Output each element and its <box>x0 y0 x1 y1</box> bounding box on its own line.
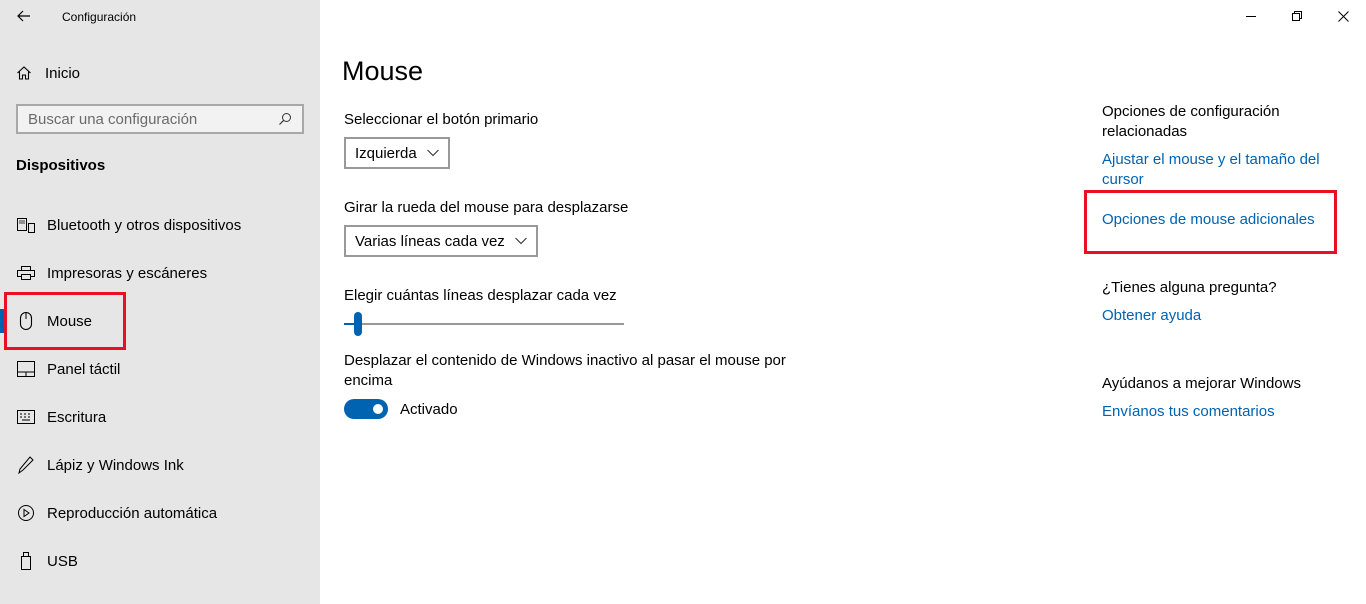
sidebar-item-label: Mouse <box>47 312 93 330</box>
mouse-icon <box>16 312 36 330</box>
additional-mouse-options-link[interactable]: Opciones de mouse adicionales <box>1102 211 1315 228</box>
sidebar-item-label: Reproducción automática <box>47 504 218 522</box>
app-title: Configuración <box>62 10 137 24</box>
close-icon <box>1338 11 1349 22</box>
lines-to-scroll-label: Elegir cuántas líneas desplazar cada vez <box>344 287 617 304</box>
keyboard-icon <box>16 410 36 424</box>
sidebar-item-label: Impresoras y escáneres <box>47 264 208 282</box>
chevron-down-icon <box>515 237 527 245</box>
sidebar-item-label: Panel táctil <box>47 360 121 378</box>
search-box[interactable] <box>16 104 304 134</box>
pen-icon <box>16 456 36 474</box>
sidebar-item-typing[interactable] <box>0 397 320 437</box>
home-icon <box>16 65 32 81</box>
restore-icon <box>1292 11 1302 21</box>
slider-track <box>344 323 624 325</box>
lines-to-scroll-slider[interactable] <box>344 312 624 336</box>
sidebar-item-usb[interactable] <box>0 541 320 581</box>
sidebar-item-label: USB <box>47 552 78 570</box>
scroll-wheel-value: Varias líneas cada vez <box>355 232 505 250</box>
sidebar-item-home-label: Inicio <box>45 64 81 82</box>
restore-button[interactable] <box>1274 0 1320 32</box>
question-heading: ¿Tienes alguna pregunta? <box>1102 279 1277 296</box>
primary-button-value: Izquierda <box>355 144 417 162</box>
scroll-wheel-dropdown[interactable] <box>344 225 538 257</box>
touchpad-icon <box>16 361 36 377</box>
sidebar-item-label: Lápiz y Windows Ink <box>47 456 184 474</box>
sidebar-item-touchpad[interactable] <box>0 349 320 389</box>
printer-icon <box>16 265 36 281</box>
get-help-link[interactable]: Obtener ayuda <box>1102 307 1202 324</box>
sidebar-item-printers[interactable] <box>0 253 320 293</box>
section-title: Dispositivos <box>16 157 106 174</box>
sidebar-item-pen[interactable] <box>0 445 320 485</box>
inactive-scroll-state: Activado <box>400 401 458 418</box>
chevron-down-icon <box>427 149 439 157</box>
toggle-knob <box>373 404 383 414</box>
adjust-mouse-cursor-link[interactable]: Ajustar el mouse y el tamaño del cursor <box>1102 151 1320 188</box>
autoplay-icon <box>16 504 36 522</box>
send-feedback-link[interactable]: Envíanos tus comentarios <box>1102 403 1275 420</box>
sidebar-item-autoplay[interactable] <box>0 493 320 533</box>
slider-fill <box>344 323 354 325</box>
back-button[interactable] <box>8 4 40 28</box>
page-title: Mouse <box>342 56 424 86</box>
usb-icon <box>16 552 36 570</box>
close-button[interactable] <box>1320 0 1366 32</box>
inactive-scroll-label: Desplazar el contenido de Windows inactivo al pasar el mouse por encima <box>344 352 786 389</box>
search-icon[interactable] <box>278 112 292 126</box>
slider-thumb[interactable] <box>354 312 362 336</box>
primary-button-label: Seleccionar el botón primario <box>344 111 539 128</box>
bluetooth-devices-icon <box>16 217 36 233</box>
back-arrow-icon <box>17 10 31 22</box>
improve-windows-heading: Ayúdanos a mejorar Windows <box>1102 375 1301 392</box>
scroll-wheel-label: Girar la rueda del mouse para desplazarse <box>344 199 629 216</box>
sidebar-item-mouse[interactable] <box>0 301 320 341</box>
sidebar-item-home[interactable] <box>16 62 80 84</box>
sidebar-item-bluetooth[interactable] <box>0 205 320 245</box>
sidebar-item-label: Escritura <box>47 408 107 426</box>
sidebar-item-label: Bluetooth y otros dispositivos <box>47 216 242 234</box>
sidebar <box>0 0 320 604</box>
minimize-icon <box>1246 11 1256 21</box>
related-settings-heading: Opciones de configuración relacionadas <box>1102 103 1280 140</box>
search-input[interactable] <box>28 111 278 128</box>
primary-button-dropdown[interactable] <box>344 137 450 169</box>
inactive-scroll-toggle[interactable] <box>344 399 388 419</box>
minimize-button[interactable] <box>1228 0 1274 32</box>
